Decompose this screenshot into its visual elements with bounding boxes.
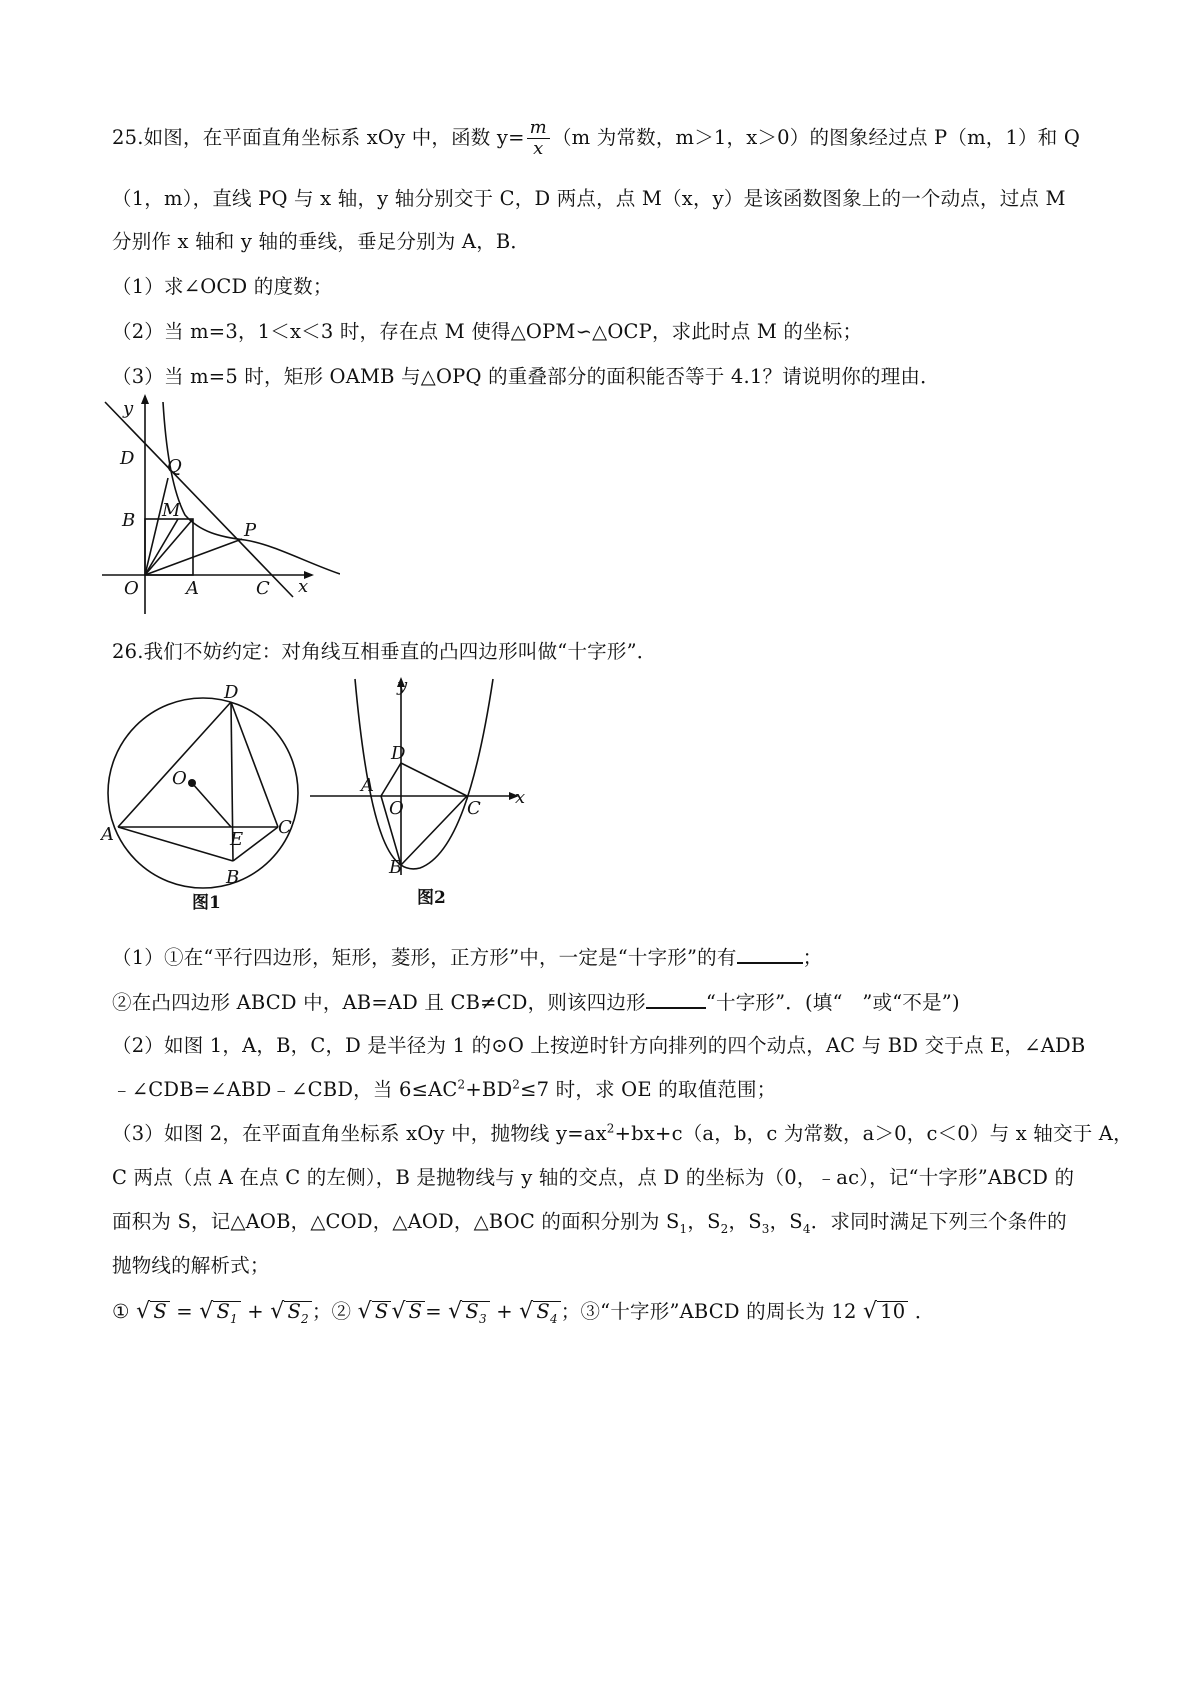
superscript: 2 (512, 1077, 521, 1092)
text: 面积为 S，记△AOB，△COD，△AOD，△BOC 的面积分别为 S (112, 1210, 680, 1233)
subscript: 1 (230, 1311, 238, 1326)
operator: + (247, 1300, 264, 1323)
label-p: P (244, 520, 257, 541)
q26-p1 (112, 942, 822, 970)
fraction-numerator: m (527, 118, 550, 139)
q25-sub1: （1）求∠OCD 的度数； (112, 275, 333, 298)
label-a: A (186, 578, 199, 599)
label-b: B (122, 510, 136, 531)
q26-p1-text: （1）①在“平行四边形，矩形，菱形，正方形”中，一定是“十字形”的有 (112, 946, 737, 969)
radicand: S (465, 1300, 479, 1323)
segment-oe (192, 783, 231, 827)
period: ． (914, 1300, 935, 1323)
text: ﹣∠CDB=∠ABD﹣∠CBD，当 6≤AC (112, 1078, 458, 1101)
answer-blank-2 (646, 989, 706, 1009)
label-x: x (515, 787, 526, 808)
label-b: B (389, 857, 403, 878)
fraction-m-over-x (527, 118, 550, 159)
sqrt-s-2: √ S (358, 1299, 392, 1324)
label-m: M (162, 500, 181, 521)
text: ．求同时满足下列三个条件的 (810, 1210, 1067, 1233)
q25-sub3: （3）当 m=5 时，矩形 OAMB 与△OPQ 的重叠部分的面积能否等于 4.1？请说明你的理由． (112, 365, 940, 388)
label-o: O (389, 798, 404, 819)
subscript: 4 (802, 1221, 811, 1236)
subscript: 2 (301, 1311, 309, 1326)
q26-p2-text: ②在凸四边形 ABCD 中，AB=AD 且 CB≠CD，则该四边形 (112, 991, 646, 1014)
operator: + (496, 1300, 513, 1323)
label-y: y (397, 675, 408, 696)
operator: = (425, 1300, 442, 1323)
q26-intro: 26.我们不妨约定：对角线互相垂直的凸四边形叫做“十字形”． (112, 640, 657, 663)
superscript: 2 (457, 1077, 466, 1092)
sqrt-s-3: √ S (391, 1299, 425, 1324)
circle-o (108, 698, 298, 888)
label-c: C (467, 798, 481, 819)
hyperbola-curve (163, 402, 340, 574)
radicand: S (372, 1301, 392, 1322)
label-x: x (298, 576, 309, 597)
y-axis-arrow (141, 394, 149, 404)
q26-p3-line2 (112, 1074, 776, 1102)
q25-text-b: （m 为常数，m＞1，x＞0）的图象经过点 P（m，1）和 Q (551, 125, 1081, 149)
separator: ；② (311, 1300, 352, 1323)
sqrt-10: √ 10 (863, 1299, 908, 1324)
text: +BD (465, 1078, 513, 1101)
radicand: S (150, 1301, 170, 1322)
superscript: 2 (606, 1121, 615, 1136)
radicand: S (287, 1300, 301, 1323)
q26-p4-line1 (112, 1118, 1133, 1146)
sqrt-s3: √ $S_3$ (448, 1299, 490, 1329)
text: ≤7 时，求 OE 的取值范围； (520, 1078, 777, 1101)
q26-p4-line4: 抛物线的解析式； (112, 1254, 270, 1277)
sqrt-s2: √ $S_2$ (270, 1299, 312, 1329)
segment-ab (118, 827, 233, 861)
text: ，S (687, 1210, 721, 1233)
q26-conditions (112, 1296, 935, 1329)
q26-p4-line3 (112, 1206, 1067, 1236)
sqrt-s1: √ $S_1$ (199, 1299, 241, 1329)
q26-p2 (112, 987, 960, 1015)
segment-om (145, 519, 178, 575)
q26-p4-line2: C 两点（点 A 在点 C 的左侧），B 是抛物线与 y 轴的交点，点 D 的坐标为（0，﹣ac），记“十字形”ABCD 的 (112, 1166, 1075, 1189)
segment-dc (231, 702, 278, 827)
label-a: A (361, 775, 374, 796)
label-y: y (123, 398, 134, 419)
label-d: D (391, 743, 406, 764)
text: ，S (769, 1210, 803, 1233)
label-d: D (224, 682, 239, 703)
center-dot (188, 779, 196, 787)
q25-line3: 分别作 x 轴和 y 轴的垂线，垂足分别为 A，B． (112, 230, 531, 253)
text: +bx+c（a，b，c 为常数，a＞0，c＜0）与 x 轴交于 A， (614, 1122, 1133, 1145)
subscript: 4 (549, 1311, 558, 1326)
q26-figure2 (305, 675, 535, 915)
text: ，S (728, 1210, 762, 1233)
q25-text-a: 25.如图，在平面直角坐标系 xOy 中，函数 y= (112, 125, 525, 149)
subscript: 3 (478, 1311, 487, 1326)
label-b: B (226, 867, 240, 888)
answer-blank-1 (737, 944, 803, 964)
label-c: C (256, 578, 270, 599)
subscript: 3 (761, 1221, 770, 1236)
radicand: S (536, 1300, 550, 1323)
q25-sub2: （2）当 m=3，1＜x＜3 时，存在点 M 使得△OPM∽△OCP，求此时点 M 的坐标； (112, 320, 863, 343)
q25-figure (100, 392, 340, 617)
fig1-caption: 图1 (192, 893, 221, 913)
label-a: A (101, 824, 114, 845)
q26-p2-end: “十字形”．(填“ ”或“不是”) (705, 991, 960, 1014)
label-o: O (172, 768, 187, 789)
label-q: Q (167, 456, 182, 477)
text: （3）如图 2，在平面直角坐标系 xOy 中，抛物线 y=ax (112, 1122, 607, 1145)
line-pq (105, 402, 293, 597)
q26-p1-end: ； (802, 946, 823, 969)
radicand: S (406, 1301, 426, 1322)
label-c: C (278, 817, 292, 838)
separator: ；③“十字形”ABCD 的周长为 12 (560, 1300, 857, 1323)
subscript: 1 (679, 1221, 688, 1236)
sqrt-s4: √ $S_4$ (519, 1299, 561, 1329)
operator: = (176, 1300, 193, 1323)
label-e: E (230, 829, 244, 850)
radicand: S (216, 1300, 231, 1323)
label-d: D (120, 448, 135, 469)
q26-p3-line1: （2）如图 1，A，B，C，D 是半径为 1 的⊙O 上按逆时针方向排列的四个动点，AC 与 BD 交于点 E，∠ADB (112, 1034, 1086, 1057)
q26-figure1 (100, 680, 315, 915)
condition-mark-1: ① (112, 1300, 130, 1323)
q25-line2: （1，m），直线 PQ 与 x 轴，y 轴分别交于 C，D 两点，点 M（x，y）是该函数图象上的一个动点，过点 M (112, 187, 1066, 210)
q25-line1 (112, 118, 1080, 159)
subscript: 2 (720, 1221, 729, 1236)
label-o: O (124, 578, 139, 599)
fraction-denominator: x (533, 137, 544, 159)
radicand: 10 (877, 1301, 908, 1322)
sqrt-s: √ S (136, 1299, 170, 1324)
fig2-caption: 图2 (417, 888, 446, 908)
